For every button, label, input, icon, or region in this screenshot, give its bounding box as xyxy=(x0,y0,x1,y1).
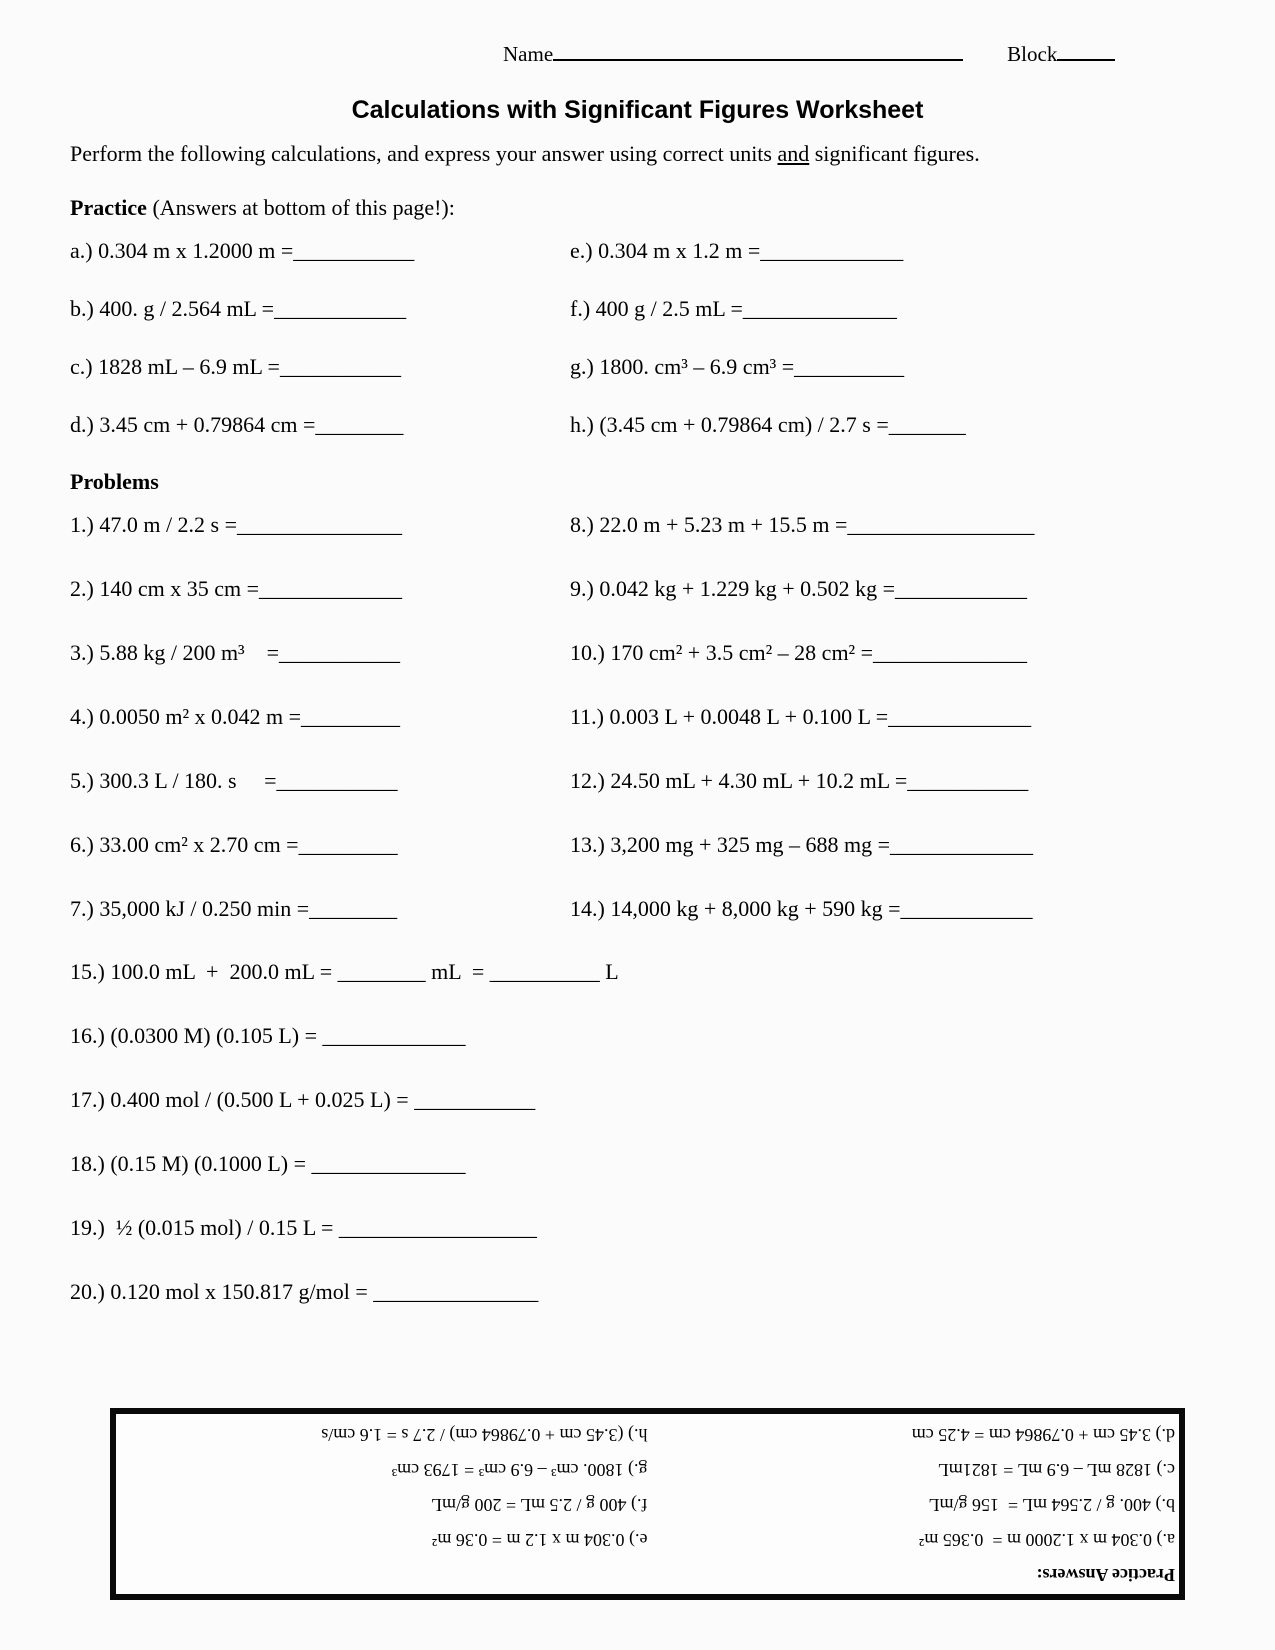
problem-item-2: 2.) 140 cm x 35 cm =_____________ xyxy=(70,576,402,601)
problem-item-18: 18.) (0.15 M) (0.1000 L) = ______________ xyxy=(70,1151,466,1176)
answer-item-h: h.) (3.45 cm + 0.79864 cm) / 2.7 s = 1.6 cm/s xyxy=(321,1425,648,1445)
name-underline xyxy=(553,40,963,61)
intro-text xyxy=(70,141,1215,167)
answers-row-2 xyxy=(120,1487,1175,1522)
practice-row-4 xyxy=(70,412,1235,470)
problems-list xyxy=(70,512,1235,960)
problem-item-14: 14.) 14,000 kg + 8,000 kg + 590 kg =____________ xyxy=(570,896,1033,921)
problem-item-11: 11.) 0.003 L + 0.0048 L + 0.100 L =_____________ xyxy=(570,704,1032,729)
answers-row-1 xyxy=(120,1522,1175,1557)
answer-item-f: f.) 400 g / 2.5 mL = 200 g/mL xyxy=(431,1495,648,1515)
practice-item-c: c.) 1828 mL – 6.9 mL =___________ xyxy=(70,354,401,379)
problems-list-full xyxy=(70,959,1235,1343)
practice-item-f: f.) 400 g / 2.5 mL =______________ xyxy=(570,296,897,321)
problem-item-8: 8.) 22.0 m + 5.23 m + 15.5 m =_________________ xyxy=(570,512,1035,537)
problems-row-15 xyxy=(70,959,1235,1023)
problem-item-15: 15.) 100.0 mL + 200.0 mL = ________ mL = __________ L xyxy=(70,959,619,984)
problem-item-1: 1.) 47.0 m / 2.2 s =_______________ xyxy=(70,512,403,537)
practice-row-3 xyxy=(70,354,1235,412)
problems-row-5 xyxy=(70,768,1235,832)
page-title: Calculations with Significant Figures Worksheet xyxy=(351,96,924,124)
problems-row-16 xyxy=(70,1023,1235,1087)
answer-item-d: d.) 3.45 cm + 0.79864 cm = 4.25 cm xyxy=(911,1425,1175,1445)
answers-row-4 xyxy=(120,1417,1175,1452)
intro-before: Perform the following calculations, and express your answer using correct units xyxy=(70,141,778,166)
answer-item-b: b.) 400. g / 2.564 mL = 156 g/mL xyxy=(928,1495,1175,1515)
problems-row-19 xyxy=(70,1215,1235,1279)
problems-row-4 xyxy=(70,704,1235,768)
block-underline xyxy=(1057,40,1115,61)
problem-item-12: 12.) 24.50 mL + 4.30 mL + 10.2 mL =___________ xyxy=(570,768,1029,793)
answer-item-a: a.) 0.304 m x 1.2000 m = 0.365 m² xyxy=(918,1530,1175,1550)
practice-heading-rest: (Answers at bottom of this page!): xyxy=(146,195,455,220)
name-label: Name xyxy=(503,42,554,66)
practice-answers-box xyxy=(110,1408,1185,1600)
problems-row-20 xyxy=(70,1279,1235,1343)
problems-row-17 xyxy=(70,1087,1235,1151)
problems-row-2 xyxy=(70,576,1235,640)
problem-item-19: 19.) ½ (0.015 mol) / 0.15 L = __________________ xyxy=(70,1215,537,1240)
practice-heading xyxy=(70,195,455,221)
practice-row-2 xyxy=(70,296,1235,354)
answer-item-e: e.) 0.304 m x 1.2 m = 0.36 m² xyxy=(431,1530,648,1550)
practice-heading-bold: Practice xyxy=(70,195,147,220)
name-block-row xyxy=(503,40,1115,66)
practice-row-1 xyxy=(70,238,1235,296)
problem-item-3: 3.) 5.88 kg / 200 m³ =___________ xyxy=(70,640,401,665)
answer-item-c: c.) 1828 mL – 6.9 mL = 1821mL xyxy=(937,1460,1175,1480)
practice-list xyxy=(70,238,1235,470)
problems-row-3 xyxy=(70,640,1235,704)
problem-item-17: 17.) 0.400 mol / (0.500 L + 0.025 L) = ___________ xyxy=(70,1087,536,1112)
problems-heading: Problems xyxy=(70,469,159,494)
problem-item-9: 9.) 0.042 kg + 1.229 kg + 0.502 kg =____________ xyxy=(570,576,1028,601)
problems-row-6 xyxy=(70,832,1235,896)
problem-item-7: 7.) 35,000 kJ / 0.250 min =________ xyxy=(70,896,398,921)
practice-answers-rotated-content xyxy=(116,1414,1179,1594)
problems-row-18 xyxy=(70,1151,1235,1215)
answer-item-g: g.) 1800. cm³ – 6.9 cm³ = 1793 cm³ xyxy=(391,1460,648,1480)
problem-item-6: 6.) 33.00 cm² x 2.70 cm =_________ xyxy=(70,832,398,857)
answers-row-3 xyxy=(120,1452,1175,1487)
practice-item-d: d.) 3.45 cm + 0.79864 cm =________ xyxy=(70,412,404,437)
problem-item-4: 4.) 0.0050 m² x 0.042 m =_________ xyxy=(70,704,401,729)
practice-item-e: e.) 0.304 m x 1.2 m =_____________ xyxy=(570,238,904,263)
practice-item-b: b.) 400. g / 2.564 mL =____________ xyxy=(70,296,407,321)
problems-row-1 xyxy=(70,512,1235,576)
intro-underlined-word: and xyxy=(777,141,810,166)
block-label: Block xyxy=(1007,42,1058,66)
practice-answers-heading: Practice Answers: xyxy=(1036,1565,1175,1585)
intro-after: significant figures. xyxy=(809,141,980,166)
problem-item-10: 10.) 170 cm² + 3.5 cm² – 28 cm² =______________ xyxy=(570,640,1028,665)
practice-item-a: a.) 0.304 m x 1.2000 m =___________ xyxy=(70,238,415,263)
practice-item-g: g.) 1800. cm³ – 6.9 cm³ =__________ xyxy=(570,354,905,379)
problems-row-7 xyxy=(70,896,1235,960)
practice-item-h: h.) (3.45 cm + 0.79864 cm) / 2.7 s =_______ xyxy=(570,412,966,437)
problem-item-5: 5.) 300.3 L / 180. s =___________ xyxy=(70,768,398,793)
problem-item-16: 16.) (0.0300 M) (0.105 L) = _____________ xyxy=(70,1023,466,1048)
problem-item-20: 20.) 0.120 mol x 150.817 g/mol = _______________ xyxy=(70,1279,539,1304)
problem-item-13: 13.) 3,200 mg + 325 mg – 688 mg =_____________ xyxy=(570,832,1033,857)
